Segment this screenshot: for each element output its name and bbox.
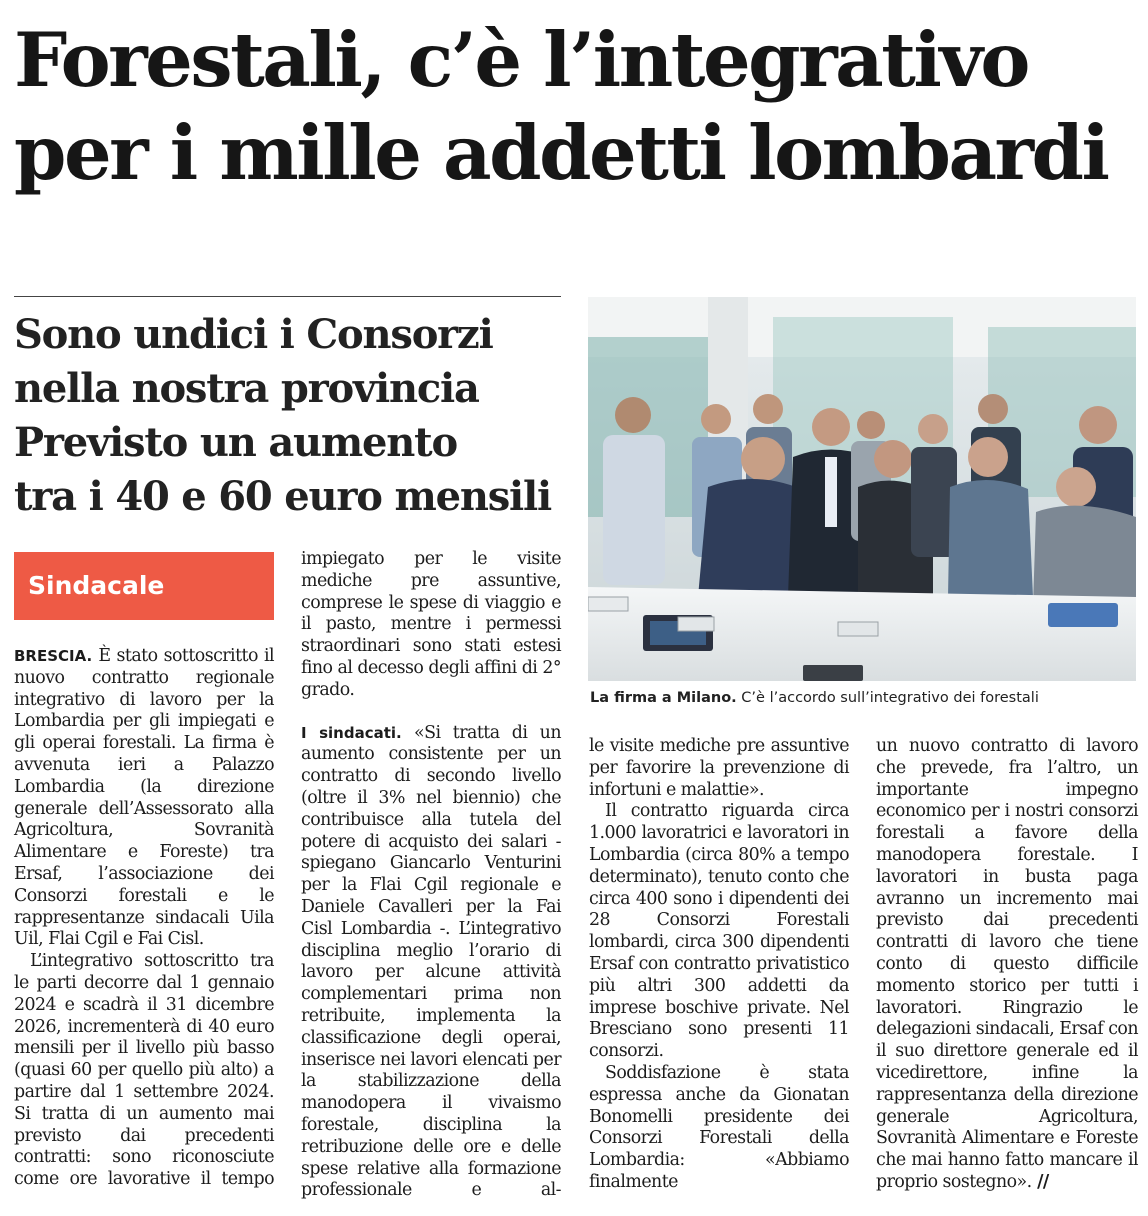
subhead-rule — [14, 296, 561, 297]
subheadline — [14, 308, 574, 524]
article-column-1 — [14, 646, 274, 1191]
paragraph-5: le visite mediche pre assuntive per favorire la prevenzione di infortuni e malattie». — [589, 736, 849, 800]
subhead-line-4: tra i 40 e 60 euro mensili — [14, 473, 552, 520]
article-column-3 — [589, 736, 849, 1194]
subhead-line-3: Previsto un aumento — [14, 419, 457, 466]
headline — [14, 14, 1139, 200]
headline-line-2: per i mille addetti lombardi — [14, 109, 1108, 197]
news-photo — [588, 297, 1136, 681]
caption-text: C’è l’accordo sull’integrativo dei forestali — [736, 690, 1039, 706]
paragraph-6: Il contratto riguarda circa 1.000 lavoratrici e lavoratori in Lombardia (circa 80% a tempo determinato), tenuto conto che circa 400 sono i dipendenti dei 28 Consorzi Forestali lombardi, circa 300 dipendenti Ersaf con contratto privatistico più altri 300 addetti da imprese boschive private. Nel Bresciano sono presenti 11 consorzi. — [589, 801, 849, 1062]
dateline: BRESCIA. — [14, 647, 93, 665]
section-tag: Sindacale — [14, 552, 274, 620]
paragraph-2: L’integrativo sottoscritto tra le parti decorre dal 1 gennaio 2024 e scadrà il 31 dicembre 2026, incrementerà di 40 euro mensili per il livello più basso (quasi 60 per quello più alto) a partire dal 1 settembre 2024. Si tratta di un aumento mai previsto dai precedenti contratti: sono riconosciute come ore lavorative il tempo — [14, 951, 274, 1190]
photo-caption — [590, 687, 1138, 709]
paragraph-7: Soddisfazione è stata espressa anche da Gionatan Bonomelli presidente dei Consorzi Forestali della Lombardia: «Abbiamo finalmente — [589, 1062, 849, 1192]
paragraph-8: un nuovo contratto di lavoro che prevede, fra l’altro, un importante impegno economico per i nostri consorzi forestali a favore della manodopera forestale. I lavoratori in busta paga avranno un incremento mai previsto dai precedenti contratti di lavoro che tiene conto di questo difficile momento storico per tutti i lavoratori. Ringrazio le delegazioni sindacali, Ersaf con il suo direttore generale ed il vicedirettore, infine la rappresentanza della direzione generale Agricoltura, Sovranità Alimentare e Foreste che mai hanno fatto mancare il proprio sostegno». — [876, 736, 1138, 1192]
headline-line-1: Forestali, c’è l’integrativo — [14, 16, 1028, 104]
paragraph-1: È stato sottoscritto il nuovo contratto regionale integrativo di lavoro per la Lombardia per gli impiegati e gli operai forestali. La firma è avvenuta ieri a Palazzo Lombardia (la direzione generale dell’Assessorato alla Agricoltura, Sovranità Alimentare e Foreste) tra Ersaf, l’associazione dei Consorzi forestali e le rappresentanze sindacali Uila Uil, Flai Cgil e Fai Cisl. — [14, 646, 274, 950]
subhead-line-1: Sono undici i Consorzi — [14, 311, 493, 358]
paragraph-3: impiegato per le visite mediche pre assuntive, comprese le spese di viaggio e il pasto, mentre i permessi straordinari sono stati estesi fino al decesso degli affini di 2° grado. — [301, 549, 561, 700]
caption-bold: La firma a Milano. — [590, 690, 737, 706]
photo-illustration — [588, 297, 1136, 681]
article-column-2 — [301, 549, 561, 1202]
article-column-4 — [876, 736, 1138, 1194]
end-mark: // — [1031, 1171, 1049, 1192]
subhead-line-2: nella nostra provincia — [14, 365, 479, 412]
runin-heading: I sindacati. — [301, 723, 402, 742]
paragraph-4: «Si tratta di un aumento consistente per un contratto di secondo livello (oltre il 3% nel biennio) che contribuisce alla tutela del potere di acquisto dei salari - spiegano Giancarlo Venturini per la Flai Cgil regionale e Daniele Cavalleri per la Fai Cisl Lombardia -. L’integrativo disciplina meglio l’orario di lavoro per alcune attività complementari prima non retribuite, implementa la classificazione degli operai, inserisce nei lavori elencati per la stabilizzazione della manodopera il vivaismo forestale, disciplina la retribuzione delle ore e delle spese relative alla formazione professionale e al- — [301, 722, 561, 1201]
